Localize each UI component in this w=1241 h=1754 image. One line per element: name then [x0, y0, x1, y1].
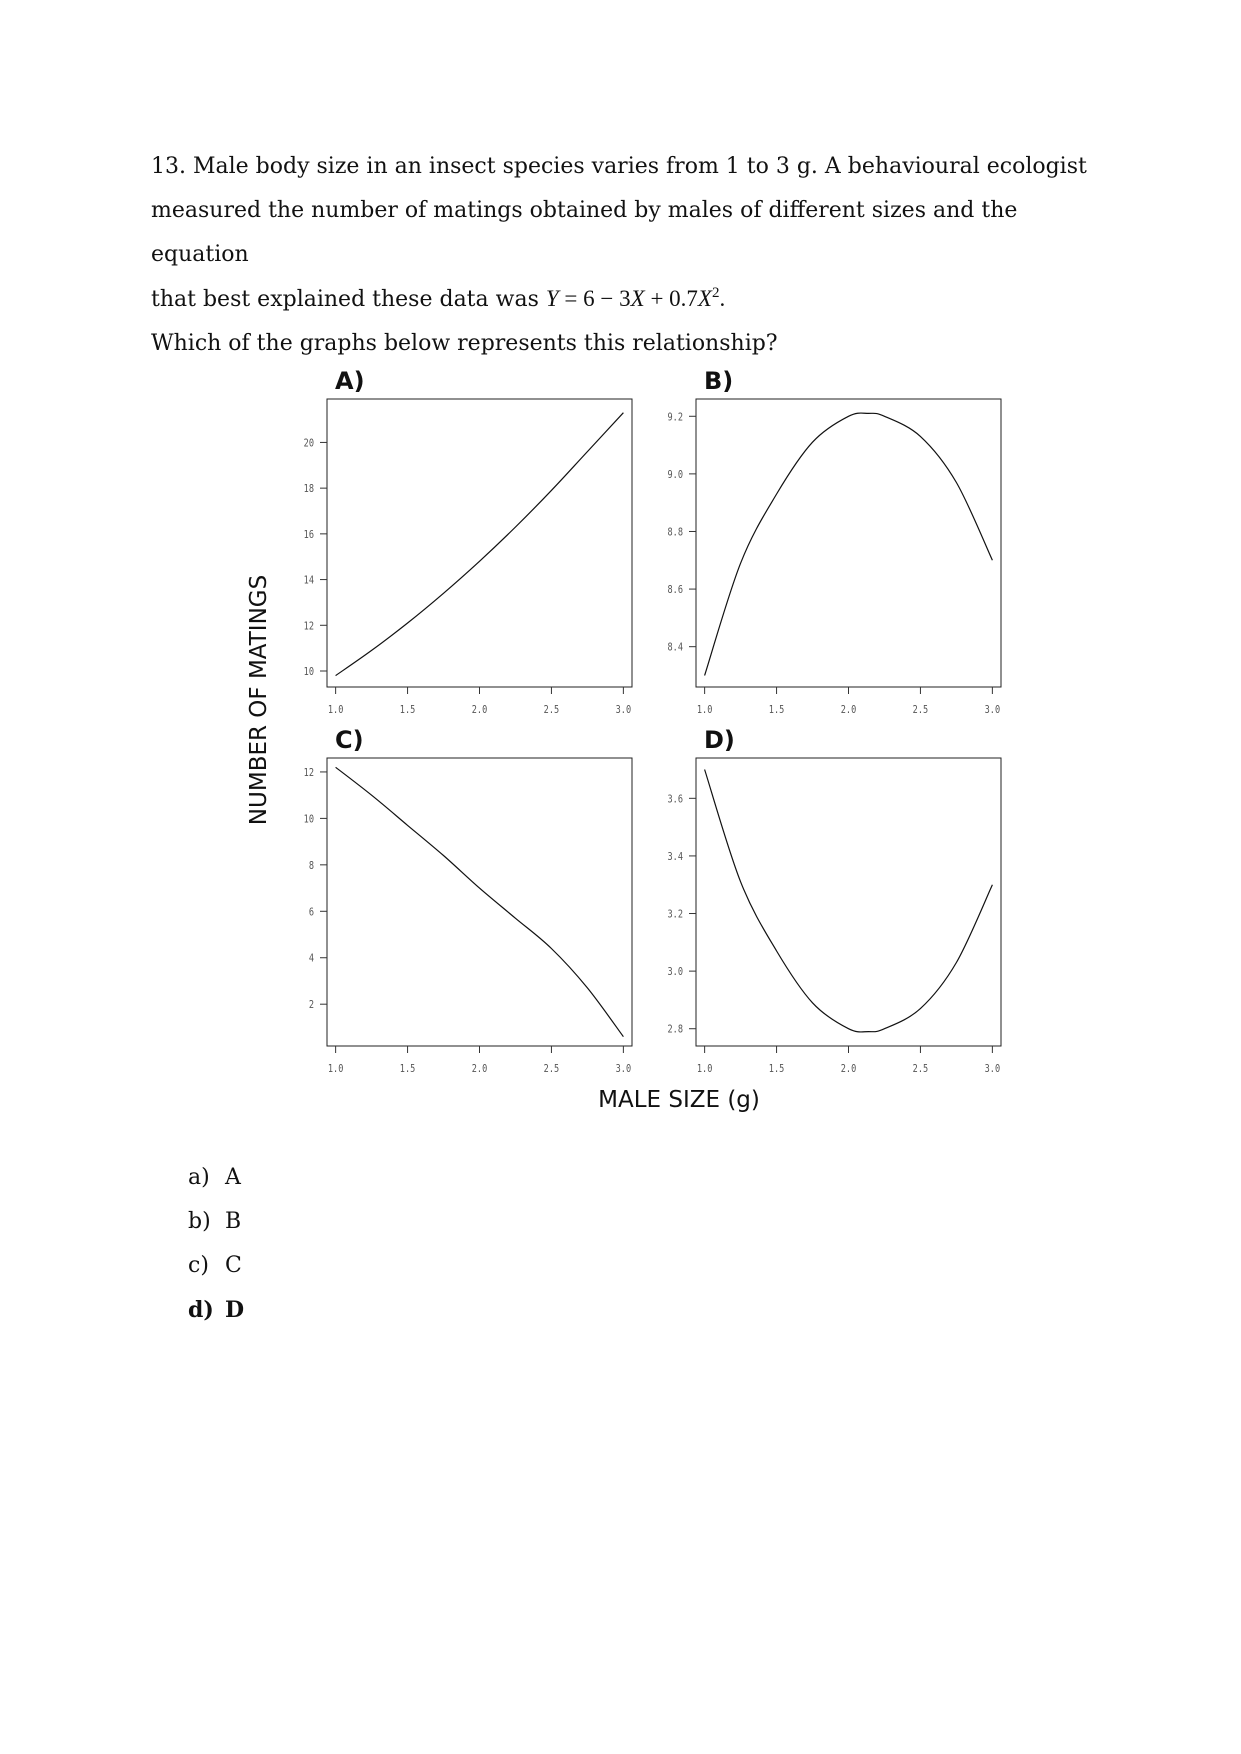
y-tick-label: 10 [303, 666, 314, 679]
option-text: B [225, 1209, 242, 1234]
y-tick-label: 8.6 [667, 584, 683, 597]
y-tick-label: 8 [308, 859, 314, 873]
x-tick-label: 1.0 [327, 1063, 344, 1076]
y-tick-label: 9.0 [667, 468, 683, 482]
question-line-3-prefix: that best explained these data was [151, 287, 546, 312]
question-line-1: 13. Male body size in an insect species varies from 1 to 3 g. A behavioural ecologist [151, 154, 1087, 179]
x-tick-label: 2.5 [543, 704, 560, 717]
equation-part-1: = 6 − 3 [558, 286, 631, 311]
y-tick-label: 8.4 [667, 641, 683, 655]
option-d[interactable] [188, 1288, 244, 1332]
y-tick-label: 14 [303, 574, 314, 587]
x-tick-label: 1.5 [399, 1063, 416, 1076]
y-tick-label: 10 [303, 813, 314, 826]
series-line-b [705, 413, 993, 675]
y-tick-label: 18 [303, 483, 314, 496]
plot-frame-d [696, 758, 1001, 1046]
panel-title-a: A) [335, 367, 365, 395]
equation-part-2: + 0.7 [644, 286, 698, 311]
x-tick-label: 2.0 [471, 704, 488, 717]
y-tick-label: 2 [308, 999, 314, 1012]
x-tick-label: 3.0 [984, 704, 1001, 717]
y-tick-label: 20 [303, 437, 314, 450]
option-a[interactable] [188, 1156, 244, 1200]
panel-b [668, 367, 1001, 716]
x-tick-label: 2.5 [912, 704, 929, 717]
y-tick-label: 4 [308, 952, 314, 966]
plot-frame-a [327, 399, 632, 687]
x-tick-label: 1.5 [399, 704, 416, 717]
panel-title-b: B) [704, 367, 734, 395]
y-tick-label: 12 [303, 767, 314, 780]
x-tick-label: 2.0 [840, 1063, 857, 1076]
x-axis-label: MALE SIZE (g) [598, 1087, 760, 1113]
equation-y: Y [545, 286, 559, 311]
panel-a [304, 367, 632, 716]
x-tick-label: 1.0 [696, 704, 713, 717]
y-tick-label: 6 [308, 906, 314, 919]
option-text: C [225, 1253, 242, 1278]
panel-c [304, 726, 632, 1075]
y-tick-label: 9.2 [667, 411, 683, 424]
y-tick-label: 3.4 [667, 850, 683, 864]
option-c[interactable] [188, 1244, 244, 1288]
equation-x: X [630, 286, 645, 311]
panel-d [668, 726, 1001, 1075]
question-line-4: Which of the graphs below represents this relationship? [151, 331, 778, 356]
x-tick-label: 3.0 [984, 1063, 1001, 1076]
x-tick-label: 2.0 [840, 704, 857, 717]
x-tick-label: 3.0 [615, 704, 632, 717]
question-line-2: measured the number of matings obtained by males of different sizes and the equation [151, 198, 1018, 267]
panel-title-c: C) [335, 726, 364, 754]
equation-x2: X [697, 286, 712, 311]
option-b[interactable] [188, 1200, 244, 1244]
equation-exponent: 2 [711, 285, 720, 301]
y-tick-label: 16 [303, 528, 314, 542]
option-text: D [225, 1297, 245, 1323]
series-line-d [705, 770, 993, 1032]
x-tick-label: 1.5 [768, 704, 785, 717]
y-tick-label: 12 [303, 620, 314, 633]
y-tick-label: 3.6 [667, 793, 683, 806]
option-letter: a) [188, 1165, 210, 1190]
equation-end: . [719, 286, 726, 311]
y-tick-label: 3.2 [667, 908, 683, 921]
y-axis-label: NUMBER OF MATINGS [246, 574, 272, 826]
series-line-a [336, 413, 624, 676]
option-letter: c) [188, 1253, 209, 1278]
plot-frame-c [327, 758, 632, 1046]
x-tick-label: 2.5 [912, 1063, 929, 1076]
x-tick-label: 1.0 [696, 1063, 713, 1076]
panel-title-d: D) [704, 726, 735, 754]
x-tick-label: 1.0 [327, 704, 344, 717]
plot-frame-b [696, 399, 1001, 687]
option-letter: d) [188, 1297, 214, 1323]
option-text: A [225, 1165, 241, 1190]
option-letter: b) [188, 1209, 211, 1234]
y-tick-label: 2.8 [667, 1023, 683, 1037]
x-tick-label: 2.0 [471, 1063, 488, 1076]
series-line-c [336, 767, 624, 1036]
x-tick-label: 3.0 [615, 1063, 632, 1076]
x-tick-label: 2.5 [543, 1063, 560, 1076]
x-tick-label: 1.5 [768, 1063, 785, 1076]
answer-options [188, 1156, 244, 1332]
y-tick-label: 3.0 [667, 966, 683, 979]
y-tick-label: 8.8 [667, 526, 683, 539]
